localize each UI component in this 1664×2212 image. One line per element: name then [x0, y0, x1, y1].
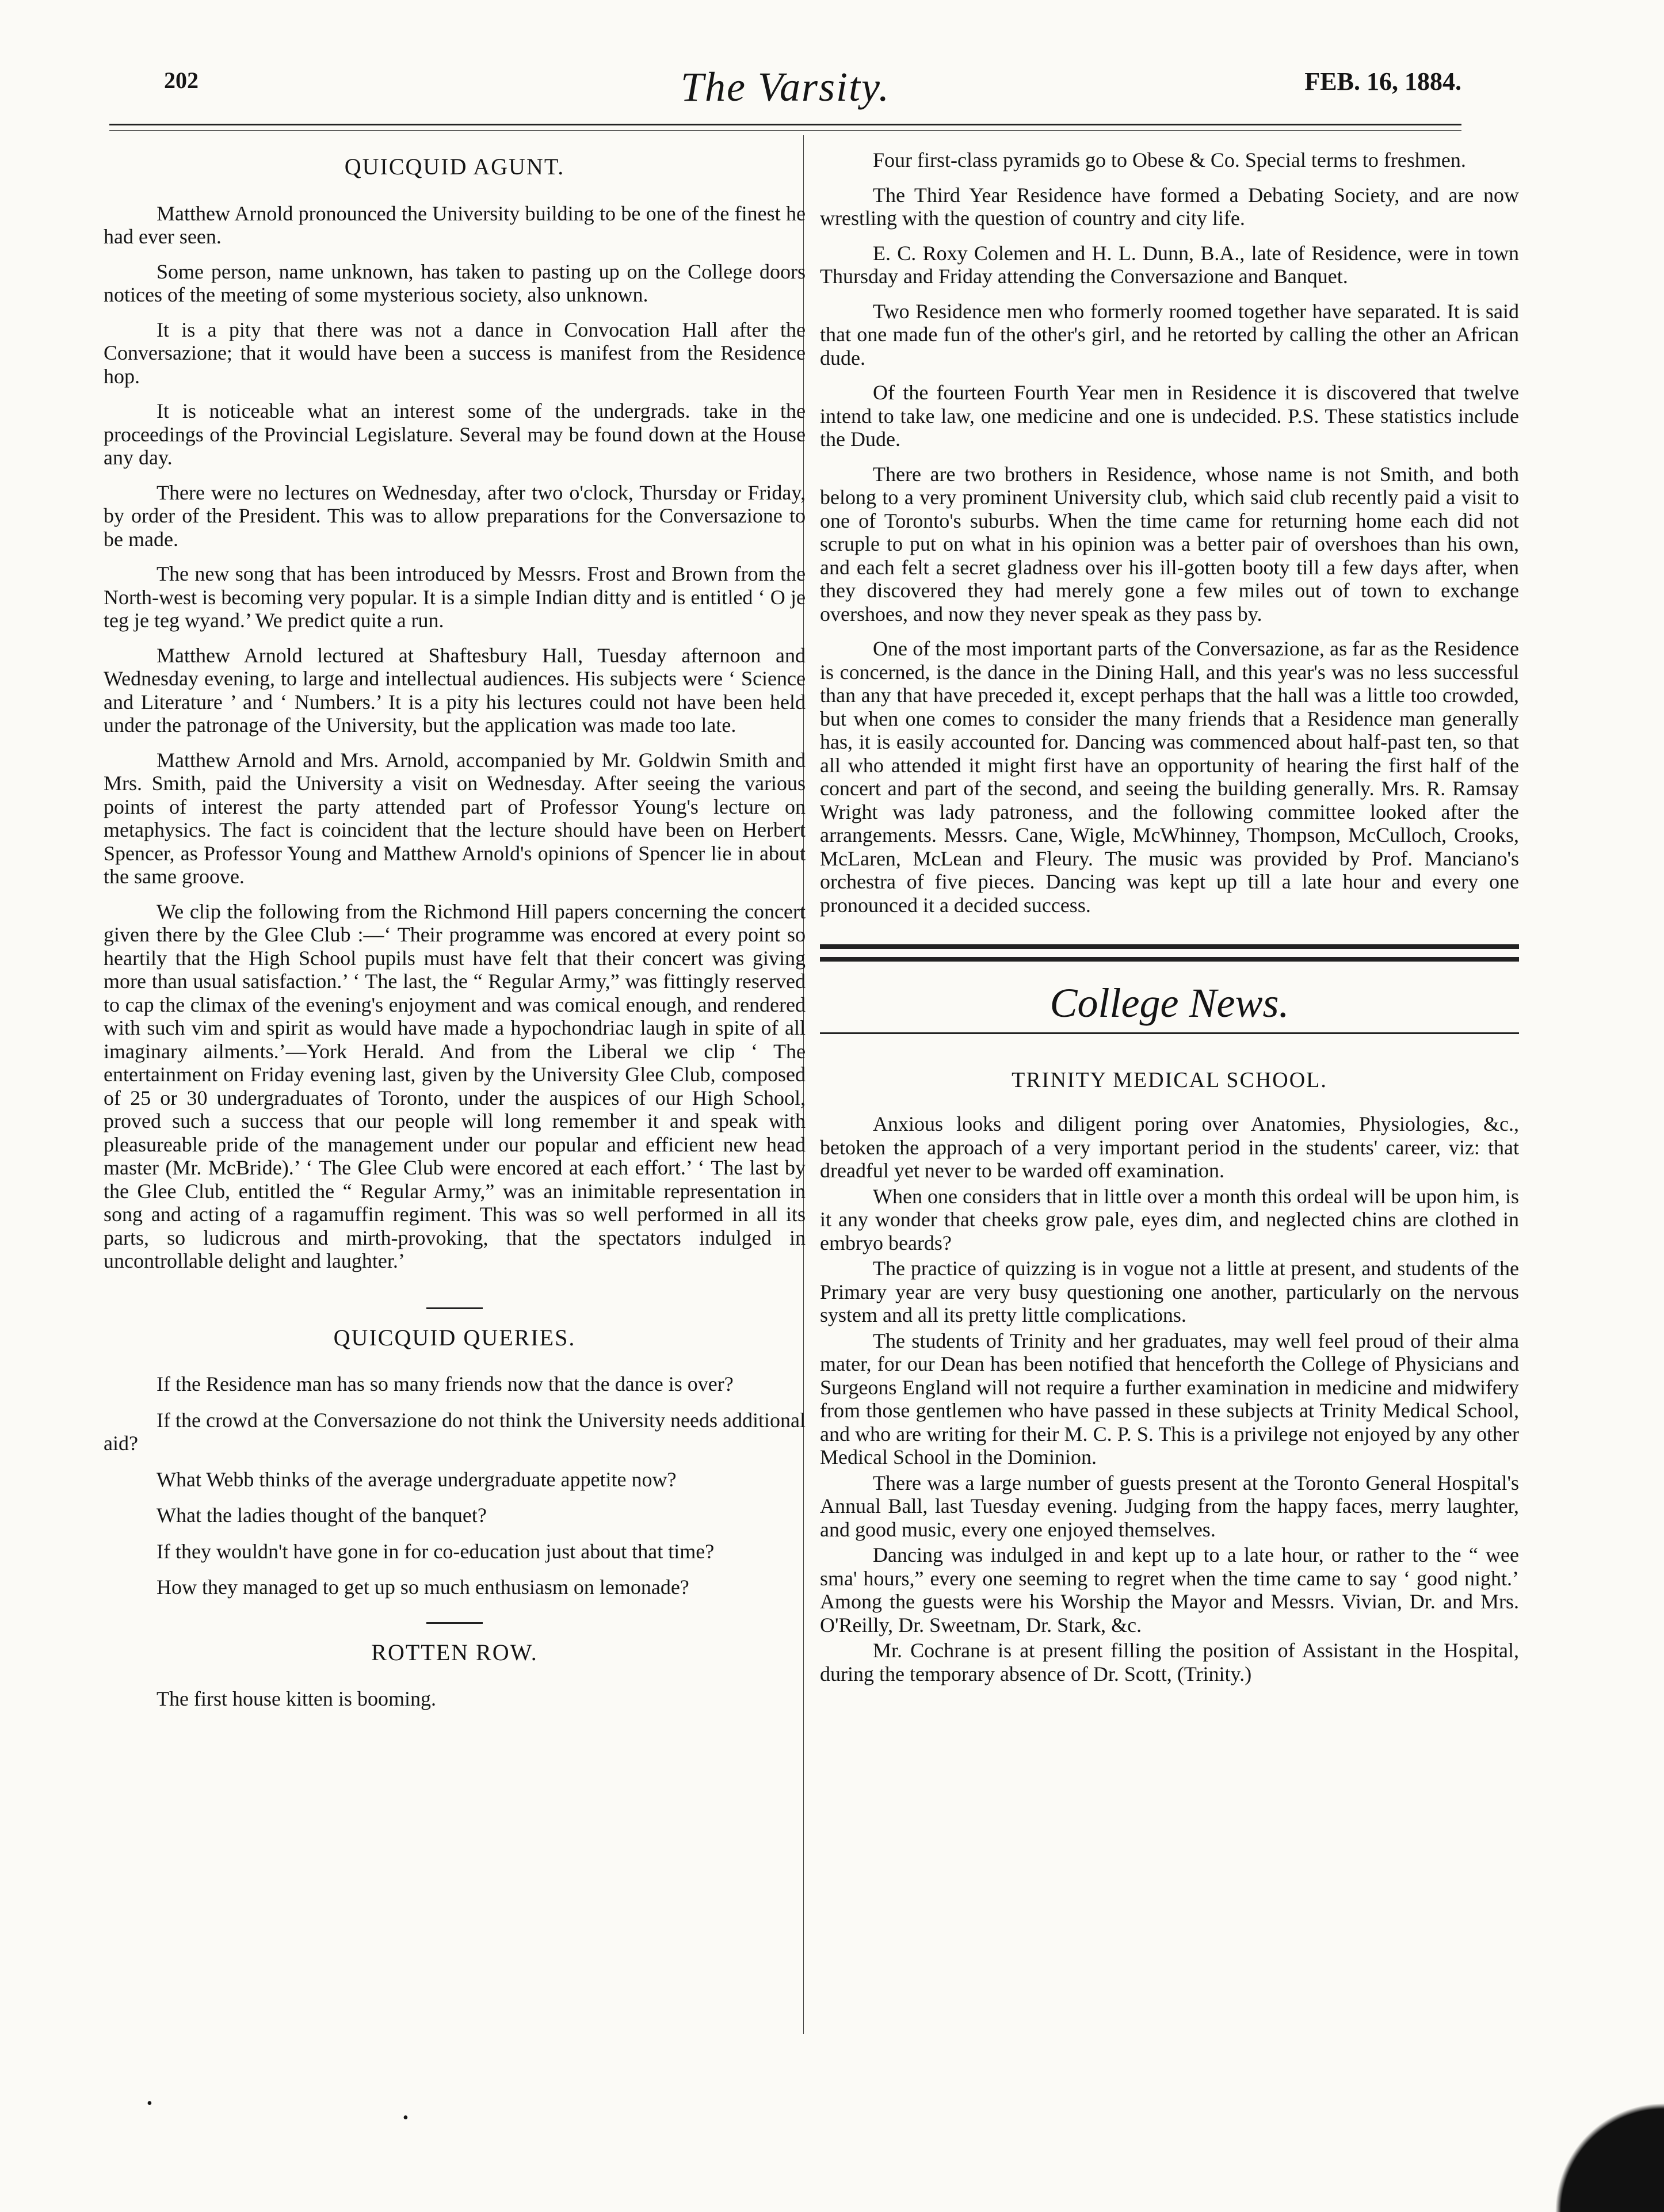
query-item: What the ladies thought of the banquet? — [157, 1504, 487, 1527]
page-header — [109, 63, 1461, 109]
article-paragraph: The new song that has been introduced by Messrs. Frost and Brown from the North-west is becoming very popular. It is a simple Indian ditty and is entitled ‘ O je teg je teg wyand.’ We predict quite a run. — [104, 562, 806, 632]
article-paragraph: Matthew Arnold lectured at Shaftesbury Hall, Tuesday afternoon and Wednesday evening, to large and intellectual audiences. His subjects were ‘ Science and Literature ’ and ‘ Numbers.’ It is a pity his lectures could not have been held under the patronage of the University, but the application was made too late. — [104, 643, 806, 737]
section-title-quicquid-agunt: QUICQUID AGUNT. — [344, 154, 565, 180]
issue-date: FEB. 16, 1884. — [1304, 67, 1461, 96]
header-rule — [109, 124, 1461, 125]
rule-bar — [820, 957, 1519, 962]
print-mark: • — [403, 2109, 409, 2127]
heading-rule — [820, 1032, 1519, 1034]
article-paragraph: When one considers that in little over a month this ordeal will be upon him, is it any wonder that cheeks grow pale, eyes dim, and neglected chins are clothed in embryo beards? — [820, 1184, 1519, 1254]
article-paragraph: There are two brothers in Residence, whose name is not Smith, and both belong to a very prominent University club, which said club recently paid a visit to one of Toronto's suburbs. When the time came for returning home each did not scruple to put on what in his opinion was a better pair of overshoes than his own, and each felt a secret gladness over his ill-gotten booty till a few days after, when they discovered they had merely gone a few miles out of town to exchange overshoes, and now they never speak as they pass by. — [820, 462, 1519, 626]
section-title-quicquid-queries: QUICQUID QUERIES. — [333, 1324, 576, 1351]
query-item: How they managed to get up so much enthusiasm on lemonade? — [157, 1576, 689, 1599]
article-paragraph: Mr. Cochrane is at present filling the position of Assistant in the Hospital, during the temporary absence of Dr. Scott, (Trinity.) — [820, 1639, 1519, 1685]
article-paragraph: It is noticeable what an interest some of the undergrads. take in the proceedings of the Provincial Legislature. Several may be found down at the House any day. — [104, 399, 806, 469]
article-paragraph: One of the most important parts of the Conversazione, as far as the Residence is concerned, is the dance in the Dining Hall, and this year's was no less successful than any that have preceded it, except perhaps that the hall was a little too crowded, but when one comes to consider the many friends that a Residence man generally has, it is easily accounted for. Dancing was commenced about half-past ten, so that all who attended it might first have an opportunity of hearing the first half of the concert and part of the second, and seeing the building generally. Mrs. R. Ramsay Wright was lady patroness, and the following committee looked after the arrangements. Messrs. Cane, Wigle, McWhinney, Thompson, McCulloch, Crooks, McLaren, McLean and Fleury. The music was provided by Prof. Manciano's orchestra of five pieces. Dancing was kept up till a late hour and every one pronounced it a decided success. — [820, 637, 1519, 917]
subsection-title: TRINITY MEDICAL SCHOOL. — [1012, 1067, 1327, 1092]
header-rule-thin — [109, 130, 1461, 131]
article-paragraph: We clip the following from the Richmond Hill papers concerning the concert given there by the Glee Club :—‘ Their programme was encored at every point so heartily that the High School pupils must have felt that their concert was giving more than usual satisfaction.’ ‘ The last, the “ Regular Army,” was fittingly reserved to cap the climax of the evening's enjoyment and was comical enough, and rendered with such vim and spirit as would have made a hypochondriac laugh in spite of all imaginary ailments.’—York Herald. And from the Liberal we clip ‘ The entertainment on Friday evening last, given by the University Glee Club, composed of 25 or 30 undergraduates of Toronto, under the auspices of our High School, proved such a success that our people will long remember it and speak with pleasureable pride of the management under our popular and efficient new head master (Mr. McBride).’ ‘ The Glee Club were encored at each effort.’ ‘ The last by the Glee Club, entitled the “ Regular Army,” was an inimitable representation in song and acting of a ragamuffin regiment. This was so well performed in all its parts, so ludicrous and mirth-provoking, that the spectators indulged in uncontrollable delight and laughter.’ — [104, 899, 806, 1272]
article-paragraph: Matthew Arnold and Mrs. Arnold, accompanied by Mr. Goldwin Smith and Mrs. Smith, paid the University a visit on Wednesday. After seeing the various points of interest the party attended part of Professor Young's lecture on metaphysics. The fact is coincident that the lecture should have been on Herbert Spencer, as Professor Young and Matthew Arnold's opinions of Spencer lie in about the same groove. — [104, 748, 806, 888]
section-separator — [426, 1307, 483, 1309]
query-item: If the Residence man has so many friends now that the dance is over? — [157, 1372, 734, 1395]
article-paragraph: Two Residence men who formerly roomed together have separated. It is said that one made fun of the other's girl, and he retorted by calling the other an African dude. — [820, 299, 1519, 369]
article-paragraph: The students of Trinity and her graduates, may well feel proud of their alma mater, for our Dean has been notified that henceforth the College of Physicians and Surgeons England will not require a further examination in medicine and midwifery from those gentlemen who have passed in these subjects at Trinity Medical School, and who are writing for their M. C. P. S. This is a privilege not enjoyed by any other Medical School in the Dominion. — [820, 1329, 1519, 1469]
article-paragraph: The practice of quizzing is in vogue not a little at present, and students of the Primary year are very busy questioning one another, particularly on the nervous system and all its pretty little complications. — [820, 1257, 1519, 1326]
query-item: If the crowd at the Conversazione do not think the University needs additional aid? — [104, 1408, 806, 1455]
article-paragraph: Matthew Arnold pronounced the University building to be one of the finest he had ever seen. — [104, 201, 806, 248]
article-paragraph: The Third Year Residence have formed a Debating Society, and are now wrestling with the question of country and city life. — [820, 183, 1519, 230]
article-paragraph: It is a pity that there was not a dance in Convocation Hall after the Conversazione; that it would have been a success is manifest from the Residence hop. — [104, 318, 806, 388]
right-column — [820, 148, 1519, 1688]
queries-list — [104, 1372, 806, 1599]
masthead-title: The Varsity. — [680, 64, 891, 110]
section-title-rotten-row: ROTTEN ROW. — [371, 1639, 538, 1665]
page-corner-shadow — [1537, 2074, 1664, 2212]
section-separator — [426, 1622, 483, 1624]
article-paragraph: The first house kitten is booming. — [157, 1687, 436, 1710]
article-paragraph: Some person, name unknown, has taken to pasting up on the College doors notices of the meeting of some mysterious society, also unknown. — [104, 260, 806, 306]
rule-bar — [820, 944, 1519, 949]
article-paragraph: Four first-class pyramids go to Obese & Co. Special terms to freshmen. — [873, 148, 1466, 171]
article-paragraph: Anxious looks and diligent poring over Anatomies, Physiologies, &c., betoken the approach of a very important period in the students' career, viz: that dreadful yet never to be warded off examination. — [820, 1112, 1519, 1182]
article-paragraph: Dancing was indulged in and kept up to a late hour, or rather to the “ wee sma' hours,” every one seeming to regret when the time came to say ‘ good night.’ Among the guests were his Worship the Mayor and Messrs. Vivian, Dr. and Mrs. O'Reilly, Dr. Sweetnam, Dr. Stark, &c. — [820, 1543, 1519, 1637]
query-item: What Webb thinks of the average undergraduate appetite now? — [157, 1467, 677, 1491]
article-paragraph: E. C. Roxy Colemen and H. L. Dunn, B.A., late of Residence, were in town Thursday and Friday attending the Conversazione and Banquet. — [820, 241, 1519, 288]
college-news-body — [820, 1112, 1519, 1685]
left-column — [104, 155, 806, 1722]
query-item: If they wouldn't have gone in for co-education just about that time? — [157, 1539, 715, 1563]
college-news-heading: College News. — [1049, 980, 1289, 1026]
article-paragraph: Of the fourteen Fourth Year men in Residence it is discovered that twelve intend to take law, one medicine and one is undecided. P.S. These statistics include the Dude. — [820, 381, 1519, 451]
print-mark: • — [147, 2095, 152, 2112]
double-rule — [820, 940, 1519, 974]
article-paragraph: There was a large number of guests present at the Toronto General Hospital's Annual Ball, last Tuesday evening. Judging from the happy faces, merry laughter, and good music, every one enjoyed themselves. — [820, 1471, 1519, 1541]
page-number: 202 — [164, 67, 199, 93]
article-paragraph: There were no lectures on Wednesday, after two o'clock, Thursday or Friday, by order of the President. This was to allow preparations for the Conversazione to be made. — [104, 480, 806, 551]
